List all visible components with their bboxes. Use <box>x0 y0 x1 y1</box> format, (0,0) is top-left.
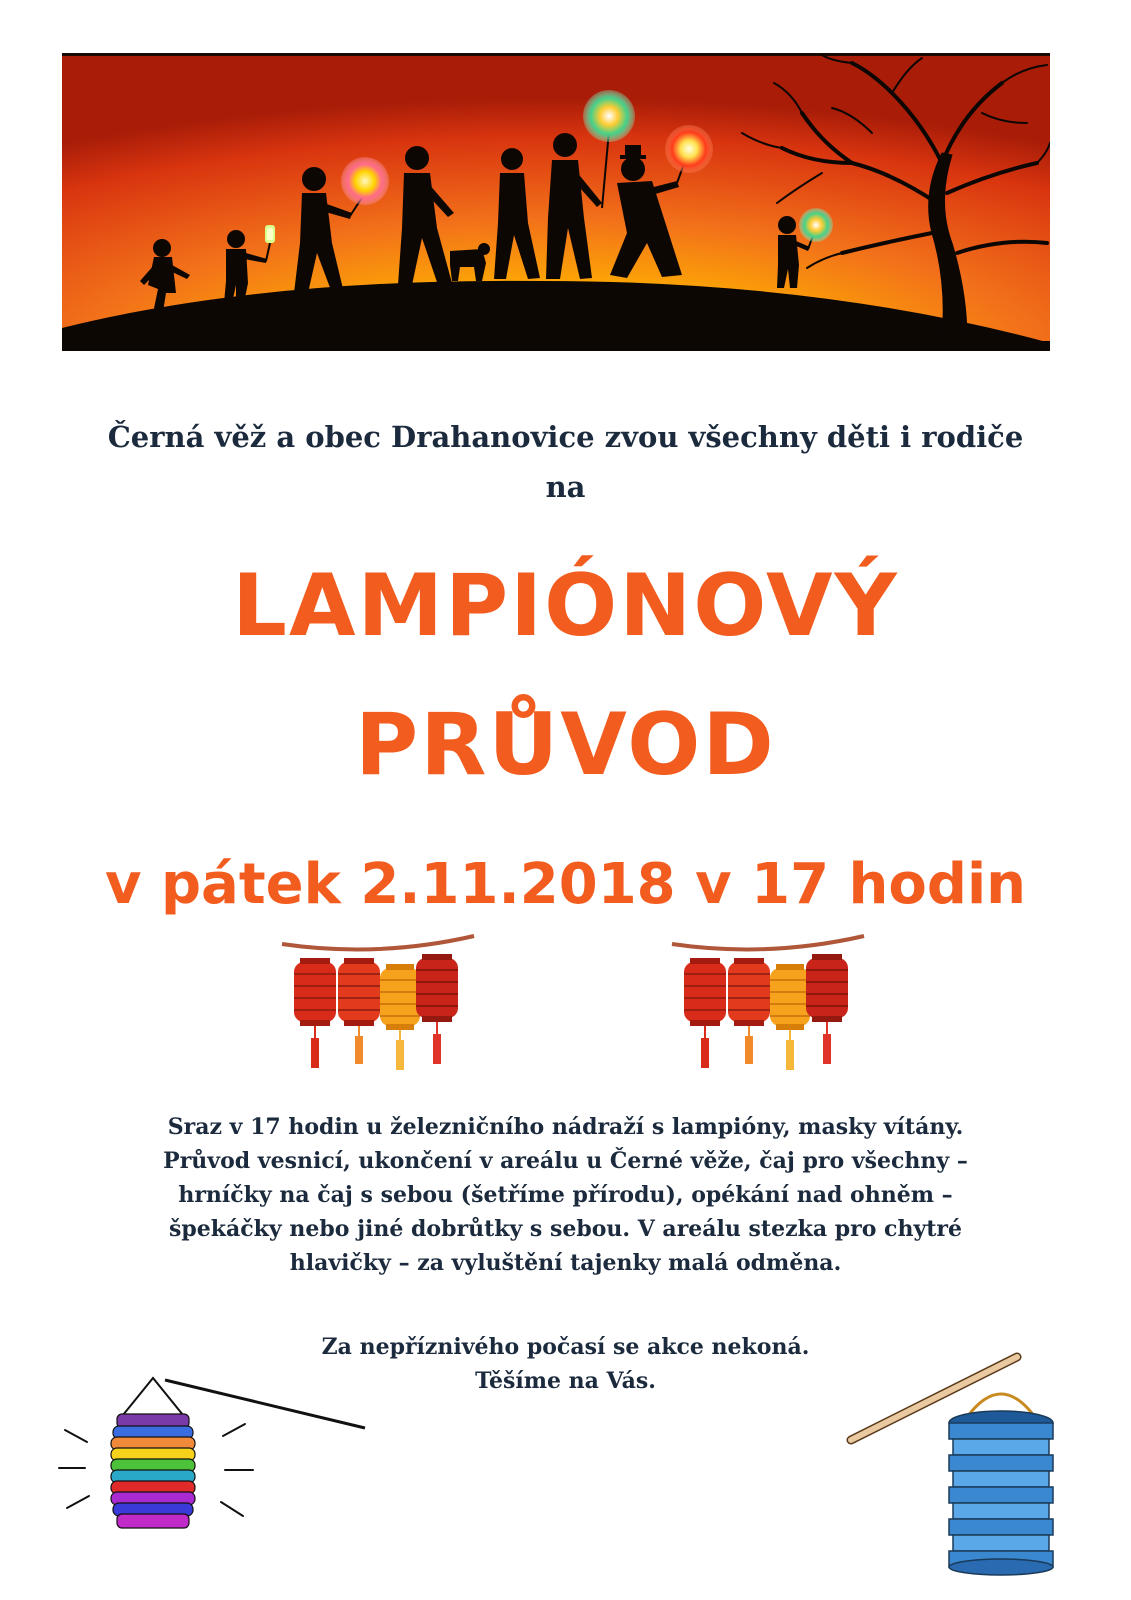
invitation-na: na <box>545 470 586 504</box>
rainbow-paper-lantern-icon <box>55 1370 375 1550</box>
hanging-lanterns-left <box>278 930 478 1080</box>
hanging-lanterns-right <box>668 930 868 1080</box>
rainbow-lantern <box>55 1370 375 1550</box>
blue-lantern <box>845 1345 1075 1580</box>
greeting: Těšíme na Vás. <box>475 1368 656 1394</box>
procession-banner-image <box>62 53 1050 351</box>
hanging-chinese-lanterns-icon <box>668 930 868 1080</box>
hanging-chinese-lanterns-icon <box>278 930 478 1080</box>
details-line: hlavičky – za vyluštění tajenky malá odměna. <box>289 1250 842 1276</box>
details-line: hrníčky na čaj s sebou (šetříme přírodu), opékání nad ohněm – <box>178 1182 953 1208</box>
blue-paper-lantern-icon <box>845 1345 1075 1580</box>
event-date: v pátek 2.11.2018 v 17 hodin <box>104 852 1027 917</box>
event-details <box>60 1110 1071 1280</box>
invitation-line: Černá věž a obec Drahanovice zvou všechny děti i rodiče <box>107 420 1024 454</box>
event-title-line-2: PRŮVOD <box>355 695 776 795</box>
lantern-procession-silhouette-icon <box>62 53 1050 351</box>
event-title-line-1: LAMPIÓNOVÝ <box>232 556 899 656</box>
details-line: špekáčky nebo jiné dobrůtky s sebou. V areálu stezka pro chytré <box>169 1216 962 1242</box>
details-line: Průvod vesnicí, ukončení v areálu u Černé věže, čaj pro všechny – <box>163 1148 968 1174</box>
details-line: Sraz v 17 hodin u železničního nádraží s lampióny, masky vítány. <box>167 1114 964 1140</box>
weather-note: Za nepříznivého počasí se akce nekoná. <box>321 1334 810 1360</box>
